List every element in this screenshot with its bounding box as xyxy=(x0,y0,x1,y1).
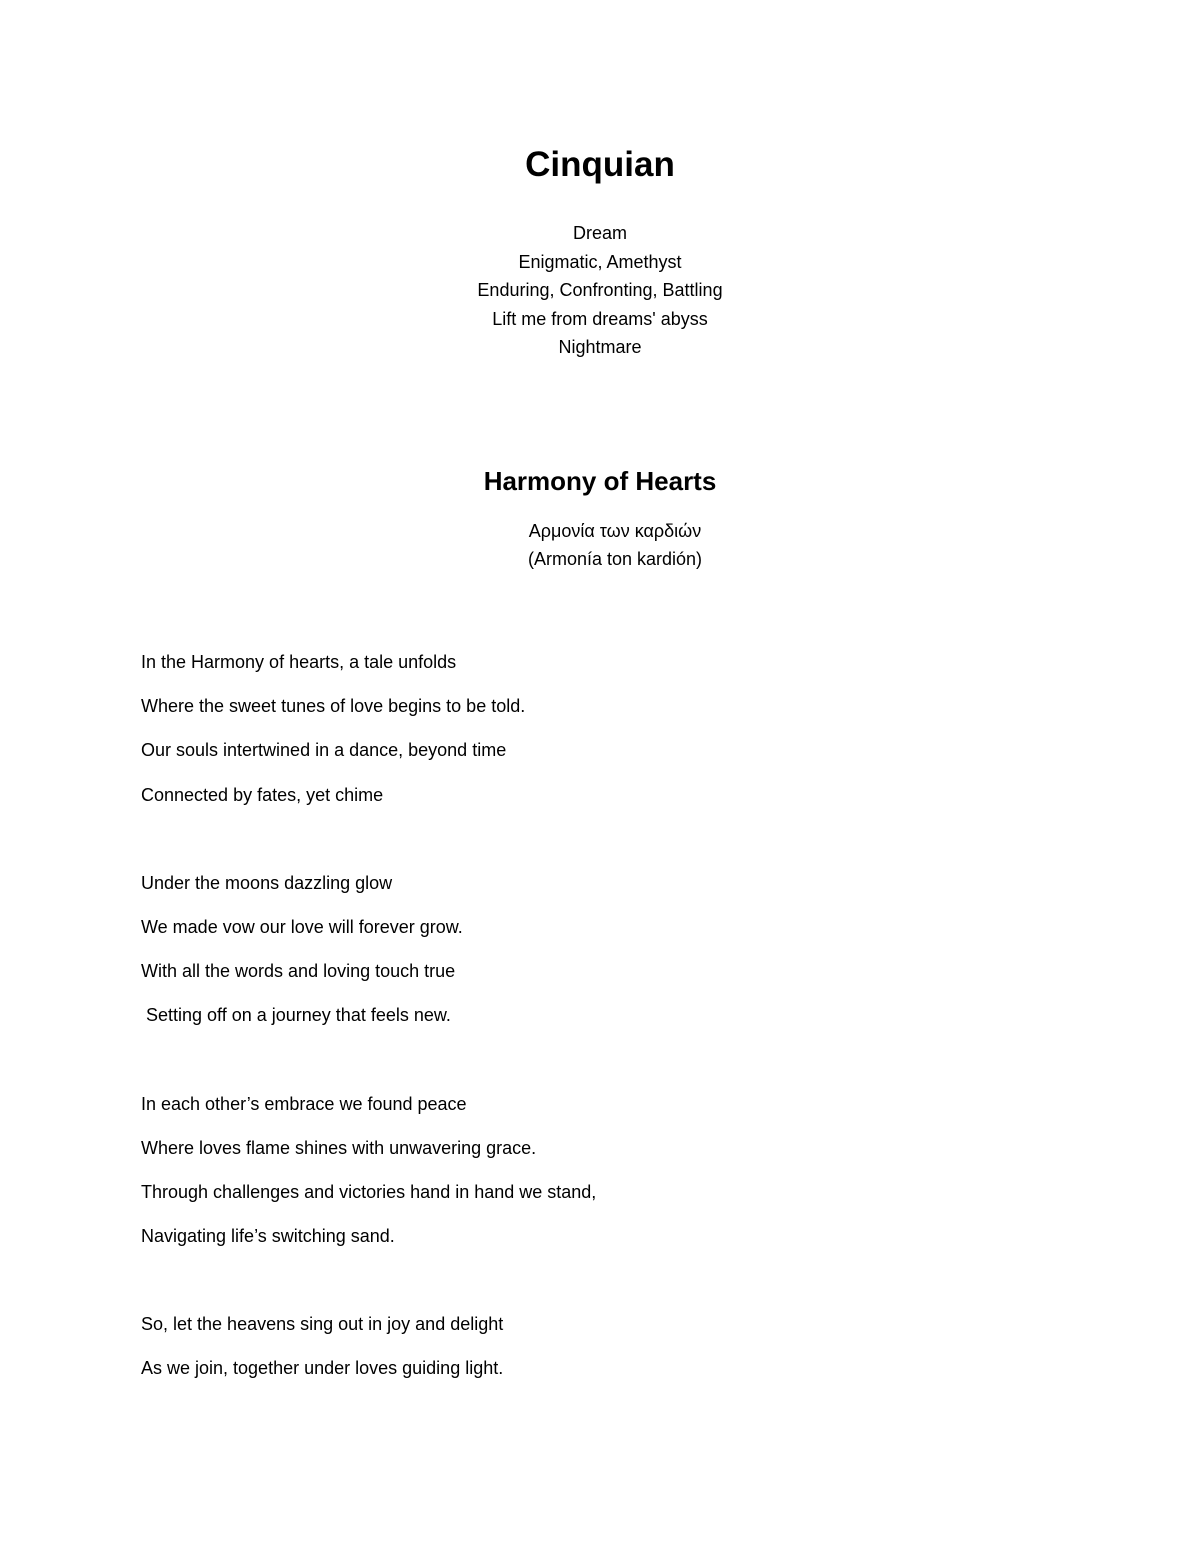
poem-line: Through challenges and victories hand in hand we stand, xyxy=(141,1181,597,1202)
greek-subtitle: Αρμονία των καρδιών xyxy=(528,521,702,541)
poem-line: Where loves flame shines with unwavering grace. xyxy=(141,1137,537,1158)
cinquain-line: Enigmatic, Amethyst xyxy=(518,251,682,272)
poem-line: As we join, together under loves guiding light. xyxy=(141,1358,504,1379)
cinquain-line: Dream xyxy=(572,223,627,243)
poem-line: In each other’s embrace we found peace xyxy=(141,1093,467,1114)
poem-line: So, let the heavens sing out in joy and delight xyxy=(141,1314,504,1335)
poem-line: Under the moons dazzling glow xyxy=(141,872,393,893)
cinquain-title: Cinquian xyxy=(525,145,675,184)
poem-line: Our souls intertwined in a dance, beyond time xyxy=(141,740,507,761)
cinquain-line: Nightmare xyxy=(558,337,642,358)
stanza xyxy=(141,648,1041,825)
stanza xyxy=(141,869,1041,1046)
harmony-poem xyxy=(141,648,1041,1443)
cinquain-poem xyxy=(0,219,1200,362)
stanza xyxy=(141,1090,1041,1267)
harmony-title: Harmony of Hearts xyxy=(483,466,717,496)
poem-line: Setting off on a journey that feels new. xyxy=(141,1005,451,1026)
poem-line: With all the words and loving touch true xyxy=(141,961,456,982)
transliteration-subtitle: (Armonía ton kardión) xyxy=(527,549,703,569)
poem-line: Navigating life’s switching sand. xyxy=(141,1226,395,1247)
harmony-subtitle xyxy=(0,517,1200,573)
cinquain-line: Enduring, Confronting, Battling xyxy=(477,280,723,301)
stanza xyxy=(141,1310,1041,1398)
cinquain-line: Lift me from dreams' abyss xyxy=(492,308,708,329)
poem-line: Connected by fates, yet chime xyxy=(141,784,384,805)
poem-line: Where the sweet tunes of love begins to be told. xyxy=(141,696,526,717)
poem-line: In the Harmony of hearts, a tale unfolds xyxy=(141,652,457,672)
poem-line: We made vow our love will forever grow. xyxy=(141,916,463,937)
